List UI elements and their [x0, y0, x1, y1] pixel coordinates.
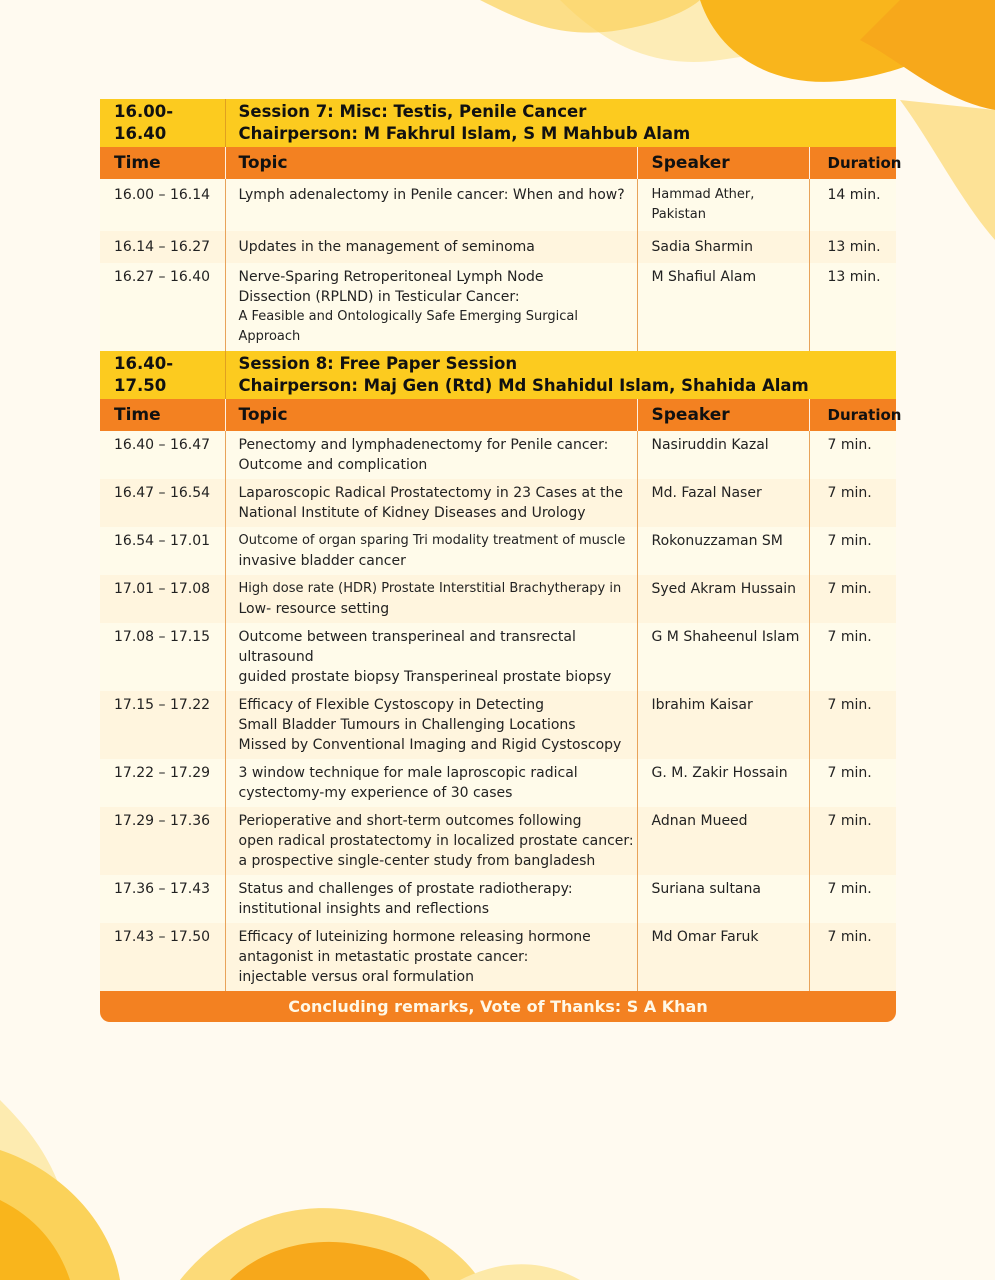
cell-duration: 7 min.: [809, 575, 896, 623]
session-header-row: [100, 99, 896, 147]
column-header-row: [100, 147, 896, 179]
cell-topic: [225, 231, 637, 263]
cell-duration: 13 min.: [809, 231, 896, 263]
cell-topic: [225, 479, 637, 527]
cell-topic: [225, 263, 637, 351]
header-topic: Topic: [225, 147, 637, 179]
session-header-row: [100, 351, 896, 399]
cell-time: 17.36 – 17.43: [100, 875, 225, 923]
cell-duration: 7 min.: [809, 807, 896, 875]
cell-duration: 7 min.: [809, 759, 896, 807]
cell-topic: [225, 807, 637, 875]
cell-time: 16.27 – 16.40: [100, 263, 225, 351]
cell-time: 17.15 – 17.22: [100, 691, 225, 759]
cell-speaker: M Shafiul Alam: [637, 263, 809, 351]
session-info: [225, 351, 896, 399]
cell-topic: [225, 575, 637, 623]
table-row: [100, 759, 896, 807]
header-duration: Duration: [809, 399, 896, 431]
cell-speaker: Nasiruddin Kazal: [637, 431, 809, 479]
header-speaker: Speaker: [637, 399, 809, 431]
session-title: Session 8: Free Paper Session: [238, 354, 518, 373]
table-row: [100, 527, 896, 575]
topic-line: Small Bladder Tumours in Challenging Locations: [238, 717, 576, 733]
topic-line: antagonist in metastatic prostate cancer:: [238, 949, 529, 965]
closing-remarks-banner: Concluding remarks, Vote of Thanks: S A Khan: [100, 991, 896, 1022]
topic-line: a prospective single-center study from bangladesh: [238, 853, 596, 869]
session-time: 16.00-16.40: [100, 99, 225, 147]
topic-line: Perioperative and short-term outcomes following: [238, 813, 582, 829]
schedule-table: [100, 99, 902, 991]
topic-line: Laparoscopic Radical Prostatectomy in 23 Cases at the: [238, 485, 624, 501]
table-row: [100, 875, 896, 923]
cell-topic: [225, 875, 637, 923]
table-row: [100, 179, 896, 231]
session-chairperson: Chairperson: Maj Gen (Rtd) Md Shahidul Islam, Shahida Alam: [238, 376, 809, 395]
topic-line: Dissection (RPLND) in Testicular Cancer:: [238, 289, 520, 305]
cell-speaker: Suriana sultana: [637, 875, 809, 923]
topic-line: injectable versus oral formulation: [238, 969, 474, 985]
topic-line: invasive bladder cancer: [238, 553, 406, 569]
topic-line: High dose rate (HDR) Prostate Interstitial Brachytherapy in: [238, 581, 622, 596]
table-row: [100, 923, 896, 991]
session-title: Session 7: Misc: Testis, Penile Cancer: [238, 102, 587, 121]
cell-time: 16.47 – 16.54: [100, 479, 225, 527]
cell-speaker: Syed Akram Hussain: [637, 575, 809, 623]
topic-line: Efficacy of luteinizing hormone releasing hormone: [238, 929, 591, 945]
cell-speaker: G. M. Zakir Hossain: [637, 759, 809, 807]
topic-line: Outcome between transperineal and transrectal ultrasound: [238, 629, 576, 665]
session-chairperson: Chairperson: M Fakhrul Islam, S M Mahbub Alam: [238, 124, 691, 143]
header-speaker: Speaker: [637, 147, 809, 179]
session-time: 16.40-17.50: [100, 351, 225, 399]
cell-topic: [225, 431, 637, 479]
cell-time: 17.29 – 17.36: [100, 807, 225, 875]
topic-line: National Institute of Kidney Diseases and Urology: [238, 505, 586, 521]
cell-speaker: Ibrahim Kaisar: [637, 691, 809, 759]
table-row: [100, 807, 896, 875]
topic-line: Lymph adenalectomy in Penile cancer: When and how?: [238, 187, 625, 203]
cell-time: 17.08 – 17.15: [100, 623, 225, 691]
topic-line: Efficacy of Flexible Cystoscopy in Detecting: [238, 697, 544, 713]
column-header-row: [100, 399, 896, 431]
cell-speaker: Rokonuzzaman SM: [637, 527, 809, 575]
cell-duration: 7 min.: [809, 875, 896, 923]
cell-topic: [225, 923, 637, 991]
cell-time: 16.54 – 17.01: [100, 527, 225, 575]
cell-time: 17.22 – 17.29: [100, 759, 225, 807]
cell-speaker: Md. Fazal Naser: [637, 479, 809, 527]
cell-time: 17.43 – 17.50: [100, 923, 225, 991]
cell-duration: 13 min.: [809, 263, 896, 351]
table-row: [100, 575, 896, 623]
program-schedule: [100, 99, 902, 1022]
cell-speaker: Sadia Sharmin: [637, 231, 809, 263]
table-row: [100, 263, 896, 351]
topic-line: guided prostate biopsy Transperineal prostate biopsy: [238, 669, 612, 685]
topic-line: Outcome and complication: [238, 457, 428, 473]
cell-duration: 7 min.: [809, 431, 896, 479]
table-row: [100, 691, 896, 759]
table-row: [100, 431, 896, 479]
topic-line: A Feasible and Ontologically Safe Emerging Surgical Approach: [238, 309, 578, 344]
cell-topic: [225, 527, 637, 575]
header-duration: Duration: [809, 147, 896, 179]
cell-duration: 7 min.: [809, 691, 896, 759]
cell-duration: 7 min.: [809, 623, 896, 691]
cell-duration: 7 min.: [809, 527, 896, 575]
topic-line: open radical prostatectomy in localized prostate cancer:: [238, 833, 634, 849]
topic-line: Low- resource setting: [238, 601, 390, 617]
topic-line: Nerve-Sparing Retroperitoneal Lymph Node: [238, 269, 544, 285]
cell-speaker: Hammad Ather, Pakistan: [637, 179, 809, 231]
cell-topic: [225, 759, 637, 807]
cell-duration: 14 min.: [809, 179, 896, 231]
topic-line: Status and challenges of prostate radiotherapy:: [238, 881, 573, 897]
topic-line: 3 window technique for male laproscopic radical: [238, 765, 578, 781]
topic-line: cystectomy-my experience of 30 cases: [238, 785, 513, 801]
table-row: [100, 479, 896, 527]
cell-topic: [225, 691, 637, 759]
session-info: [225, 99, 896, 147]
cell-topic: [225, 179, 637, 231]
cell-time: 16.00 – 16.14: [100, 179, 225, 231]
cell-speaker: Adnan Mueed: [637, 807, 809, 875]
header-time: Time: [100, 147, 225, 179]
cell-speaker: G M Shaheenul Islam: [637, 623, 809, 691]
cell-speaker: Md Omar Faruk: [637, 923, 809, 991]
cell-time: 17.01 – 17.08: [100, 575, 225, 623]
cell-time: 16.14 – 16.27: [100, 231, 225, 263]
header-topic: Topic: [225, 399, 637, 431]
cell-time: 16.40 – 16.47: [100, 431, 225, 479]
topic-line: Outcome of organ sparing Tri modality treatment of muscle: [238, 533, 626, 548]
cell-duration: 7 min.: [809, 923, 896, 991]
table-row: [100, 623, 896, 691]
cell-duration: 7 min.: [809, 479, 896, 527]
topic-line: Missed by Conventional Imaging and Rigid Cystoscopy: [238, 737, 622, 753]
header-time: Time: [100, 399, 225, 431]
topic-line: institutional insights and reflections: [238, 901, 490, 917]
table-row: [100, 231, 896, 263]
topic-line: Updates in the management of seminoma: [238, 239, 535, 255]
topic-line: Penectomy and lymphadenectomy for Penile cancer:: [238, 437, 609, 453]
cell-topic: [225, 623, 637, 691]
